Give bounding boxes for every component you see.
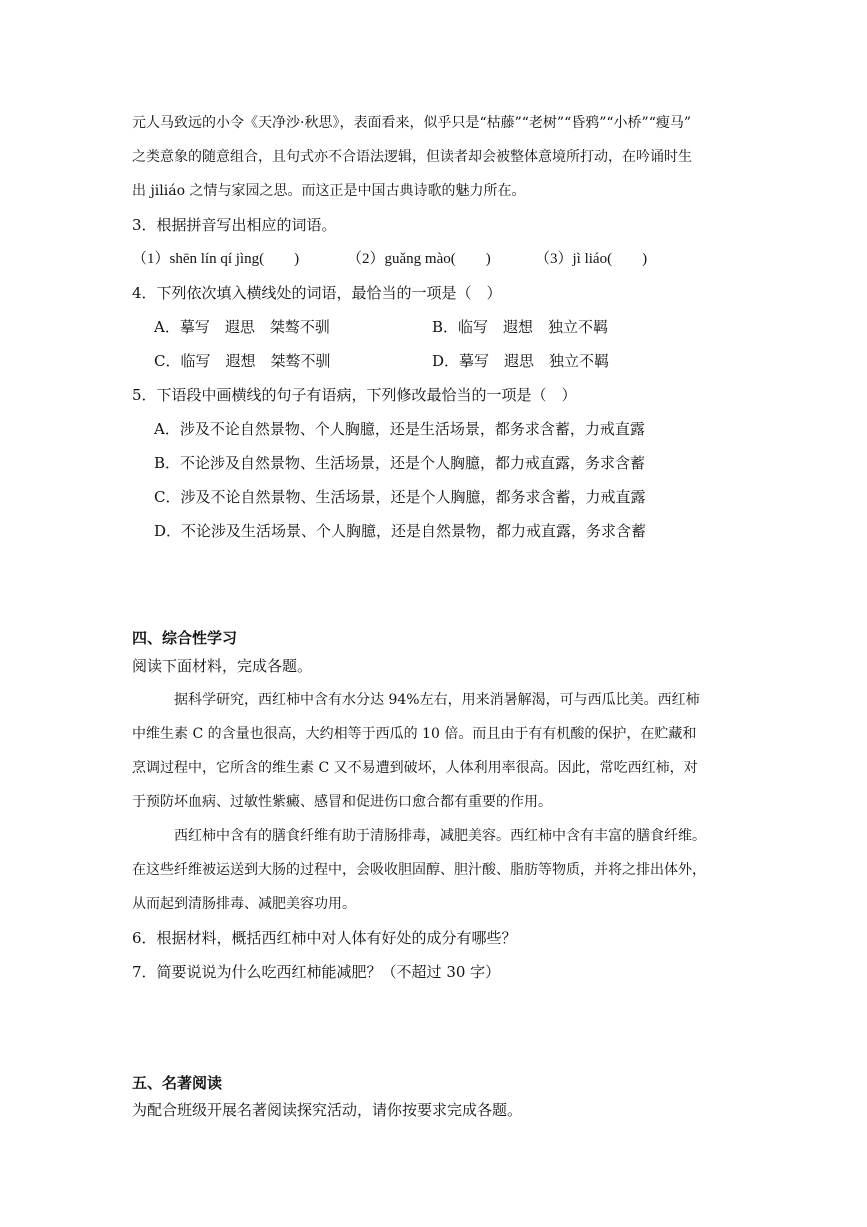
question-4-option-b: B．临写 遐想 独立不羁 xyxy=(432,318,609,336)
question-6: 6．根据材料，概括西红柿中对人体有好处的成分有哪些？ xyxy=(132,929,517,947)
passage-para-1-line-1: 据科学研究，西红柿中含有水分达 94%左右，用来消暑解渴，可与西瓜比美。西红柿 xyxy=(174,692,700,708)
section-5-title: 五、名著阅读 xyxy=(132,1074,223,1092)
passage-para-2-line-1: 西红柿中含有的膳食纤维有助于清肠排毒，减肥美容。西红柿中含有丰富的膳食纤维。 xyxy=(174,828,706,844)
passage-para-1-line-4: 于预防坏血病、过敏性紫癜、感冒和促进伤口愈合都有重要的作用。 xyxy=(132,794,552,810)
question-5-option-c: C．涉及不论自然景物、生活场景，还是个人胸臆，都务求含蓄，力戒直露 xyxy=(154,488,646,506)
question-4-option-d: D．摹写 遐思 独立不羁 xyxy=(432,352,610,370)
question-4-prompt: 4．下列依次填入横线处的词语，最恰当的一项是（ ） xyxy=(132,284,502,302)
intro-line-1: 元人马致远的小令《天净沙·秋思》，表面看来，似乎只是“枯藤”“老树”“昏鸦”“小桥”“瘦马” xyxy=(132,115,692,131)
section-4-instruction: 阅读下面材料，完成各题。 xyxy=(132,657,313,675)
question-3-prompt: 3．根据拼音写出相应的词语。 xyxy=(132,216,337,234)
passage-para-1-line-2: 中维生素 C 的含量也很高，大约相等于西瓜的 10 倍。而且由于有有机酸的保护，在贮藏和 xyxy=(132,726,697,742)
question-5-option-a: A．涉及不论自然景物、个人胸臆，还是生活场景，都务求含蓄，力戒直露 xyxy=(154,420,645,438)
question-5-prompt: 5．下语段中画横线的句子有语病，下列修改最恰当的一项是（ ） xyxy=(132,386,577,404)
question-4-option-a: A．摹写 遐思 桀骜不驯 xyxy=(154,318,330,336)
question-3-item-1: （1）shēn lín qí jìng( ) xyxy=(132,251,300,267)
passage-para-2-line-3: 从而起到清肠排毒、减肥美容功用。 xyxy=(132,896,356,912)
question-7: 7．简要说说为什么吃西红柿能减肥？（不超过 30 字） xyxy=(132,963,501,981)
question-3-item-3: （3）jì liáo( ) xyxy=(535,251,648,267)
section-4-title: 四、综合性学习 xyxy=(132,629,238,647)
question-3-item-2: （2）guǎng mào( ) xyxy=(347,251,491,267)
passage-para-2-line-2: 在这些纤维被运送到大肠的过程中，会吸收胆固醇、胆汁酸、脂肪等物质，并将之排出体外， xyxy=(132,862,706,878)
section-5-instruction: 为配合班级开展名著阅读探究活动，请你按要求完成各题。 xyxy=(132,1101,523,1119)
question-5-option-b: B．不论涉及自然景物、生活场景，还是个人胸臆，都力戒直露，务求含蓄 xyxy=(154,454,646,472)
intro-line-2: 之类意象的随意组合，且句式亦不合语法逻辑，但读者却会被整体意境所打动，在吟诵时生 xyxy=(132,149,692,165)
question-5-option-d: D．不论涉及生活场景、个人胸臆，还是自然景物，都力戒直露，务求含蓄 xyxy=(154,522,647,540)
intro-line-3: 出 jiliáo 之情与家园之思。而这正是中国古典诗歌的魅力所在。 xyxy=(132,183,526,199)
passage-para-1-line-3: 烹调过程中，它所含的维生素 C 又不易遭到破坏，人体利用率很高。因此，常吃西红柿，对 xyxy=(132,760,698,776)
question-4-option-c: C．临写 遐想 桀骜不驯 xyxy=(154,352,331,370)
